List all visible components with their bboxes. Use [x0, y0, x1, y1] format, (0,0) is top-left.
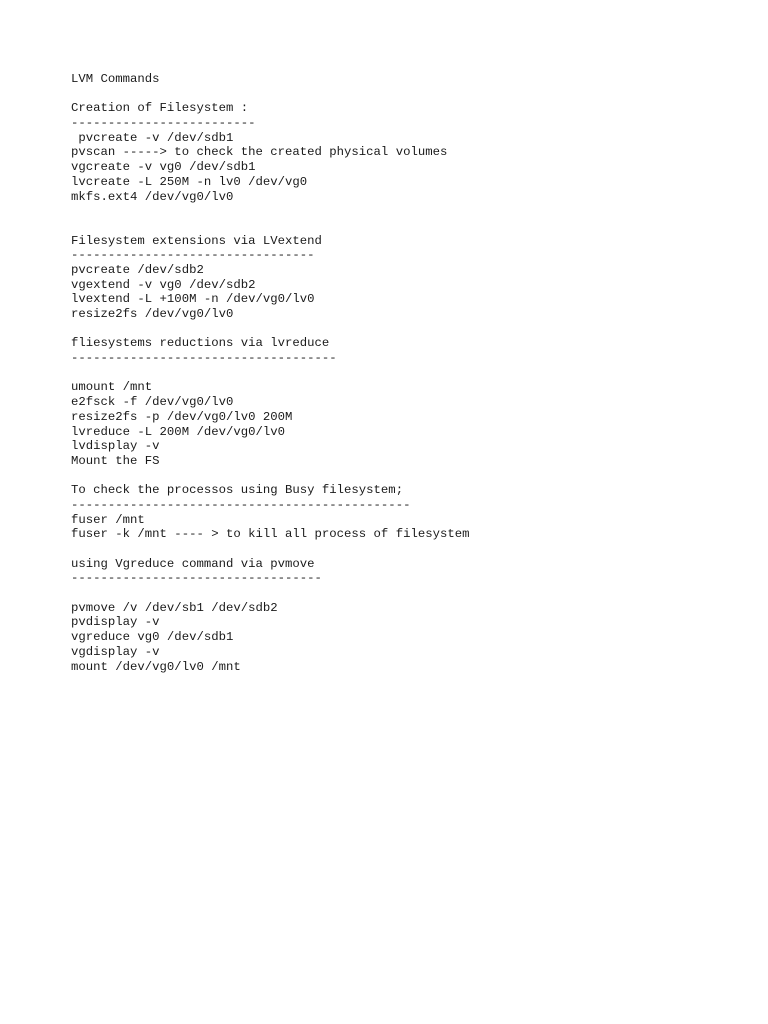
command-line: vgreduce vg0 /dev/sdb1	[71, 630, 234, 645]
section-underline: ----------------------------------	[71, 571, 322, 586]
command-line: umount /mnt	[71, 380, 153, 395]
section-underline: ---------------------------------	[71, 248, 315, 263]
command-line: pvmove /v /dev/sb1 /dev/sdb2	[71, 600, 278, 615]
section-underline: -------------------------	[71, 116, 256, 131]
section-heading: fliesystems reductions via lvreduce	[71, 336, 330, 351]
blank-line	[71, 366, 751, 381]
command-line: fuser -k /mnt ---- > to kill all process of filesystem	[71, 527, 470, 542]
section-underline: ----------------------------------------------	[71, 497, 411, 512]
command-line: pvscan -----> to check the created physical volumes	[71, 145, 448, 160]
section-heading: Filesystem extensions via LVextend	[71, 233, 322, 248]
command-line: mkfs.ext4 /dev/vg0/lv0	[71, 189, 234, 204]
command-line: fuser /mnt	[71, 512, 145, 527]
section-heading: To check the processos using Busy filesystem;	[71, 483, 404, 498]
blank-line	[71, 322, 751, 337]
document-page	[71, 72, 751, 674]
command-line: lvextend -L +100M -n /dev/vg0/lv0	[71, 292, 315, 307]
command-line: e2fsck -f /dev/vg0/lv0	[71, 395, 234, 410]
command-line: pvdisplay -v	[71, 615, 160, 630]
document-title: LVM Commands	[71, 72, 160, 86]
command-line: Mount the FS	[71, 453, 160, 468]
section-underline: ------------------------------------	[71, 351, 337, 366]
command-line: pvcreate -v /dev/sdb1	[71, 130, 234, 145]
command-line: vgdisplay -v	[71, 644, 160, 659]
blank-line	[71, 586, 751, 601]
blank-line	[71, 542, 751, 557]
command-line: lvreduce -L 200M /dev/vg0/lv0	[71, 424, 286, 439]
command-line: mount /dev/vg0/lv0 /mnt	[71, 659, 241, 674]
section-heading: using Vgreduce command via pvmove	[71, 556, 315, 571]
command-line: resize2fs /dev/vg0/lv0	[71, 307, 234, 321]
blank-line	[71, 219, 751, 234]
command-line: vgcreate -v vg0 /dev/sdb1	[71, 160, 256, 175]
blank-line	[71, 469, 751, 484]
command-line: vgextend -v vg0 /dev/sdb2	[71, 277, 256, 292]
section-heading: Creation of Filesystem :	[71, 101, 249, 116]
command-line: resize2fs -p /dev/vg0/lv0 200M	[71, 409, 293, 424]
blank-line	[71, 204, 751, 219]
blank-line	[71, 87, 751, 102]
command-line: lvdisplay -v	[71, 439, 160, 454]
command-line: pvcreate /dev/sdb2	[71, 262, 204, 277]
command-line: lvcreate -L 250M -n lv0 /dev/vg0	[71, 174, 308, 189]
